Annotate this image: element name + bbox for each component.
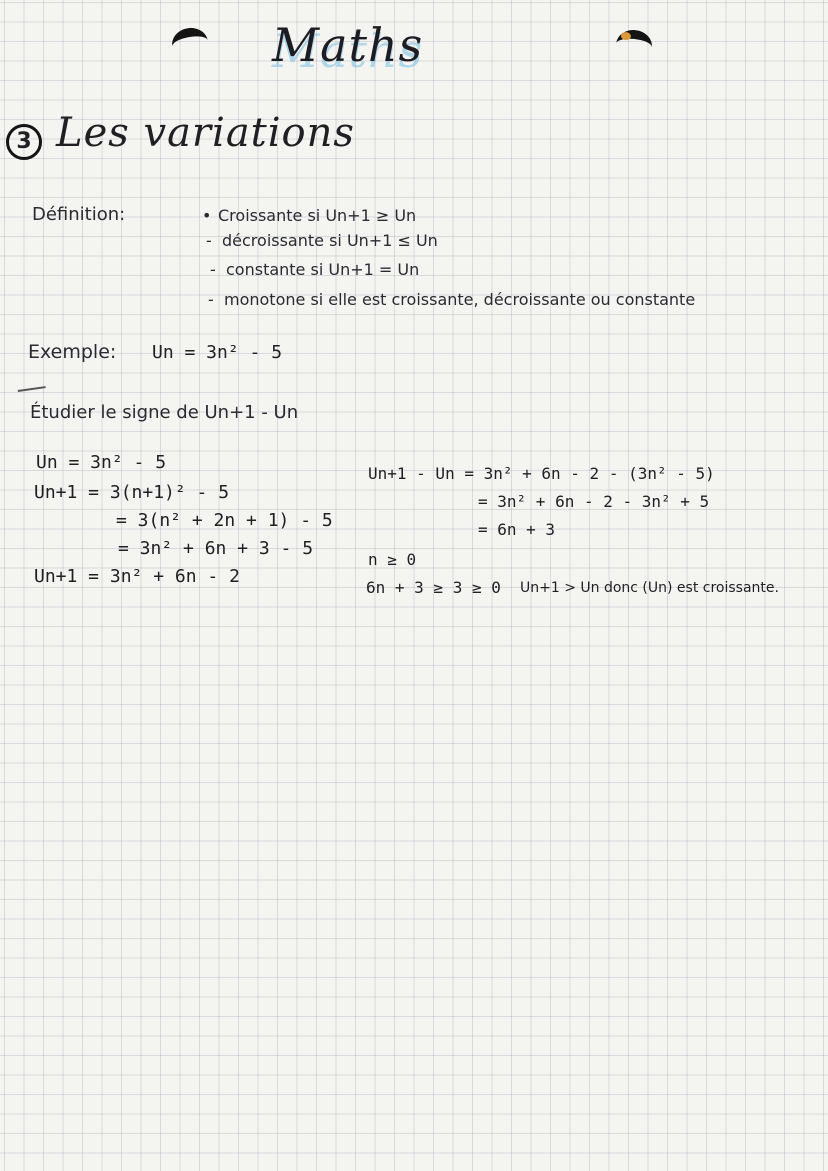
task-text: Étudier le signe de Un+1 - Un [30, 402, 299, 423]
left-calc-line-1: Un = 3n² - 5 [36, 452, 167, 473]
right-calc-line-2: = 3n² + 6n - 2 - 3n² + 5 [478, 492, 710, 511]
left-calc-line-3: = 3(n² + 2n + 1) - 5 [116, 510, 333, 531]
left-calc-line-5: Un+1 = 3n² + 6n - 2 [34, 566, 240, 587]
bullet-icon: • [202, 206, 212, 225]
right-calc-conclusion: Un+1 > Un donc (Un) est croissante. [520, 580, 779, 596]
definition-item-constante [210, 260, 420, 279]
definition-item-croissante [202, 206, 417, 225]
definition-item-text: monotone si elle est croissante, décroissante ou constante [224, 290, 696, 309]
example-label: Exemple: [28, 341, 117, 363]
left-calc-line-4: = 3n² + 6n + 3 - 5 [118, 538, 314, 559]
example-formula: Un = 3n² - 5 [152, 342, 283, 363]
dash-icon: - [208, 290, 214, 309]
section-number: 3 [6, 124, 42, 160]
definition-item-text: Croissante si Un+1 ≥ Un [218, 206, 417, 225]
left-calc-line-2: Un+1 = 3(n+1)² - 5 [34, 482, 230, 503]
definition-label: Définition: [32, 204, 126, 225]
definition-item-monotone [208, 290, 696, 309]
definition-item-decroissante [206, 231, 438, 250]
binder-hole-left-icon [170, 25, 211, 62]
scribble-mark [18, 386, 47, 396]
right-calc-line-4: n ≥ 0 [368, 550, 417, 569]
binder-hole-right-icon [614, 28, 653, 63]
page-title: Maths [272, 18, 424, 72]
section-title: Les variations [56, 110, 355, 156]
right-calc-line-3: = 6n + 3 [478, 520, 556, 539]
dash-icon: - [206, 231, 212, 250]
right-calc-line-1: Un+1 - Un = 3n² + 6n - 2 - (3n² - 5) [368, 464, 715, 483]
dash-icon: - [210, 260, 216, 279]
definition-item-text: constante si Un+1 = Un [226, 260, 420, 279]
right-calc-line-5: 6n + 3 ≥ 3 ≥ 0 [366, 578, 501, 597]
definition-item-text: décroissante si Un+1 ≤ Un [222, 231, 438, 250]
